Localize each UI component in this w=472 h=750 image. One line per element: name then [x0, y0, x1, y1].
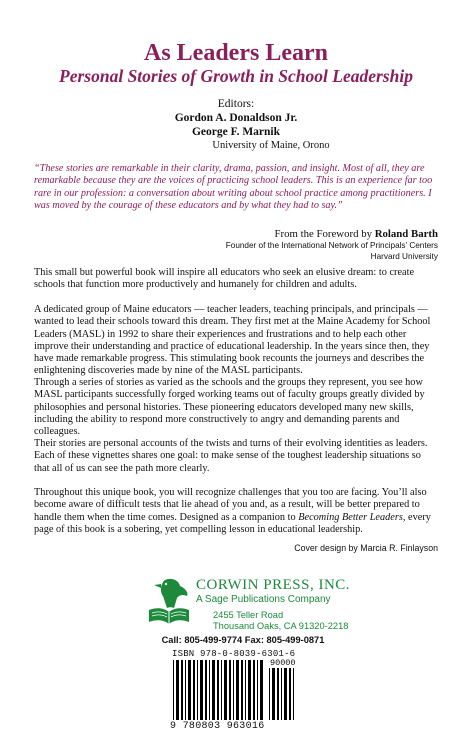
- last-paragraph-end: , every page of this book is a sobering, yet compelling lesson in educational leadership.: [34, 511, 431, 535]
- description-paragraph: This small but powerful book will inspire all educators who seek an elusive dream: to create schools that function more productively and humanely for children and adults.: [34, 267, 415, 291]
- editor-name: Gordon A. Donaldson Jr.: [174, 112, 298, 124]
- publisher-address-line: Thousand Oaks, CA 91320-2218: [213, 621, 349, 631]
- isbn-label: ISBN 978-0-8039-6301-6: [172, 649, 296, 659]
- attribution-name: Roland Barth: [374, 228, 438, 240]
- price-barcode: [268, 668, 298, 720]
- companion-book-title: Becoming Better Leaders: [298, 511, 403, 523]
- publisher-parent: A Sage Publications Company: [196, 594, 331, 605]
- description-paragraph: Their stories are personal accounts of the twists and turns of their evolving identities as leaders. Each of these vignettes shares one goal: to make sense of the toughest leadership situations so that all of us can see the path more clearly.: [34, 438, 428, 474]
- foreword-quote: “These stories are remarkable in their clarity, drama, passion, and insight. Most of all, they are remarkable because they are the voices of practicing school leaders. This is an experience far too rare in our profession: a conversation about writing about school practice among practitioners. I was moved by the courage of these educators and by what they had to say.”: [34, 163, 433, 212]
- book-subtitle: Personal Stories of Growth in School Leadership: [59, 66, 413, 86]
- cover-design-credit: Cover design by Marcia R. Finlayson: [294, 543, 438, 553]
- description-paragraph: Through a series of stories as varied as the schools and the groups they represent, you see how MASL participants successfully forged working teams out of faculty groups greatly divided by philosophies and personal histories. These pioneering educators developed many new skills, including the ability to respond more constructively to angry and demanding parents and colleagues.: [34, 377, 425, 438]
- attribution-institution: Harvard University: [370, 252, 438, 261]
- price-code: 90000: [270, 658, 296, 668]
- editors-label: Editors:: [217, 98, 255, 110]
- description-paragraph: A dedicated group of Maine educators — teacher leaders, teaching principals, and principals — wanted to lead their schools toward this dream. They first met at the Maine Academy for School Leaders (MASL) in 1992 to share their experiences and frustrations and to help each other improve their understanding and practice of educational leadership. In the years since then, they have made remarkable progress. This stimulating book recounts the journeys and describes the enlightening discoveries made by nine of the MASL participants.: [34, 304, 431, 377]
- publisher-address-line: 2455 Teller Road: [213, 610, 284, 620]
- editor-name: George F. Marnik: [191, 126, 281, 138]
- bird-on-book-icon: [147, 576, 191, 626]
- editors-block: [0, 97, 472, 153]
- attribution-prefix: From the Foreword by: [274, 228, 375, 240]
- isbn-barcode: [172, 660, 264, 720]
- last-paragraph-text: Throughout this unique book, you will recognize challenges that you too are facing. You’ll also become aware of difficult tests that lie ahead of you and, as a result, will be better prepared to handle them when the time comes. Designed as a companion to: [34, 487, 427, 523]
- editors-affiliation: University of Maine, Orono: [212, 140, 330, 151]
- attribution-role: Founder of the International Network of Principals’ Centers: [225, 241, 438, 250]
- barcode-number: 9 780803 963016: [170, 721, 265, 732]
- quote-attribution: [226, 228, 438, 262]
- publisher-contact: Call: 805-499-9774 Fax: 805-499-0871: [161, 635, 325, 645]
- description-paragraph: [34, 487, 438, 536]
- publisher-name: CORWIN PRESS, INC.: [196, 577, 351, 593]
- book-title: As Leaders Learn: [144, 40, 328, 66]
